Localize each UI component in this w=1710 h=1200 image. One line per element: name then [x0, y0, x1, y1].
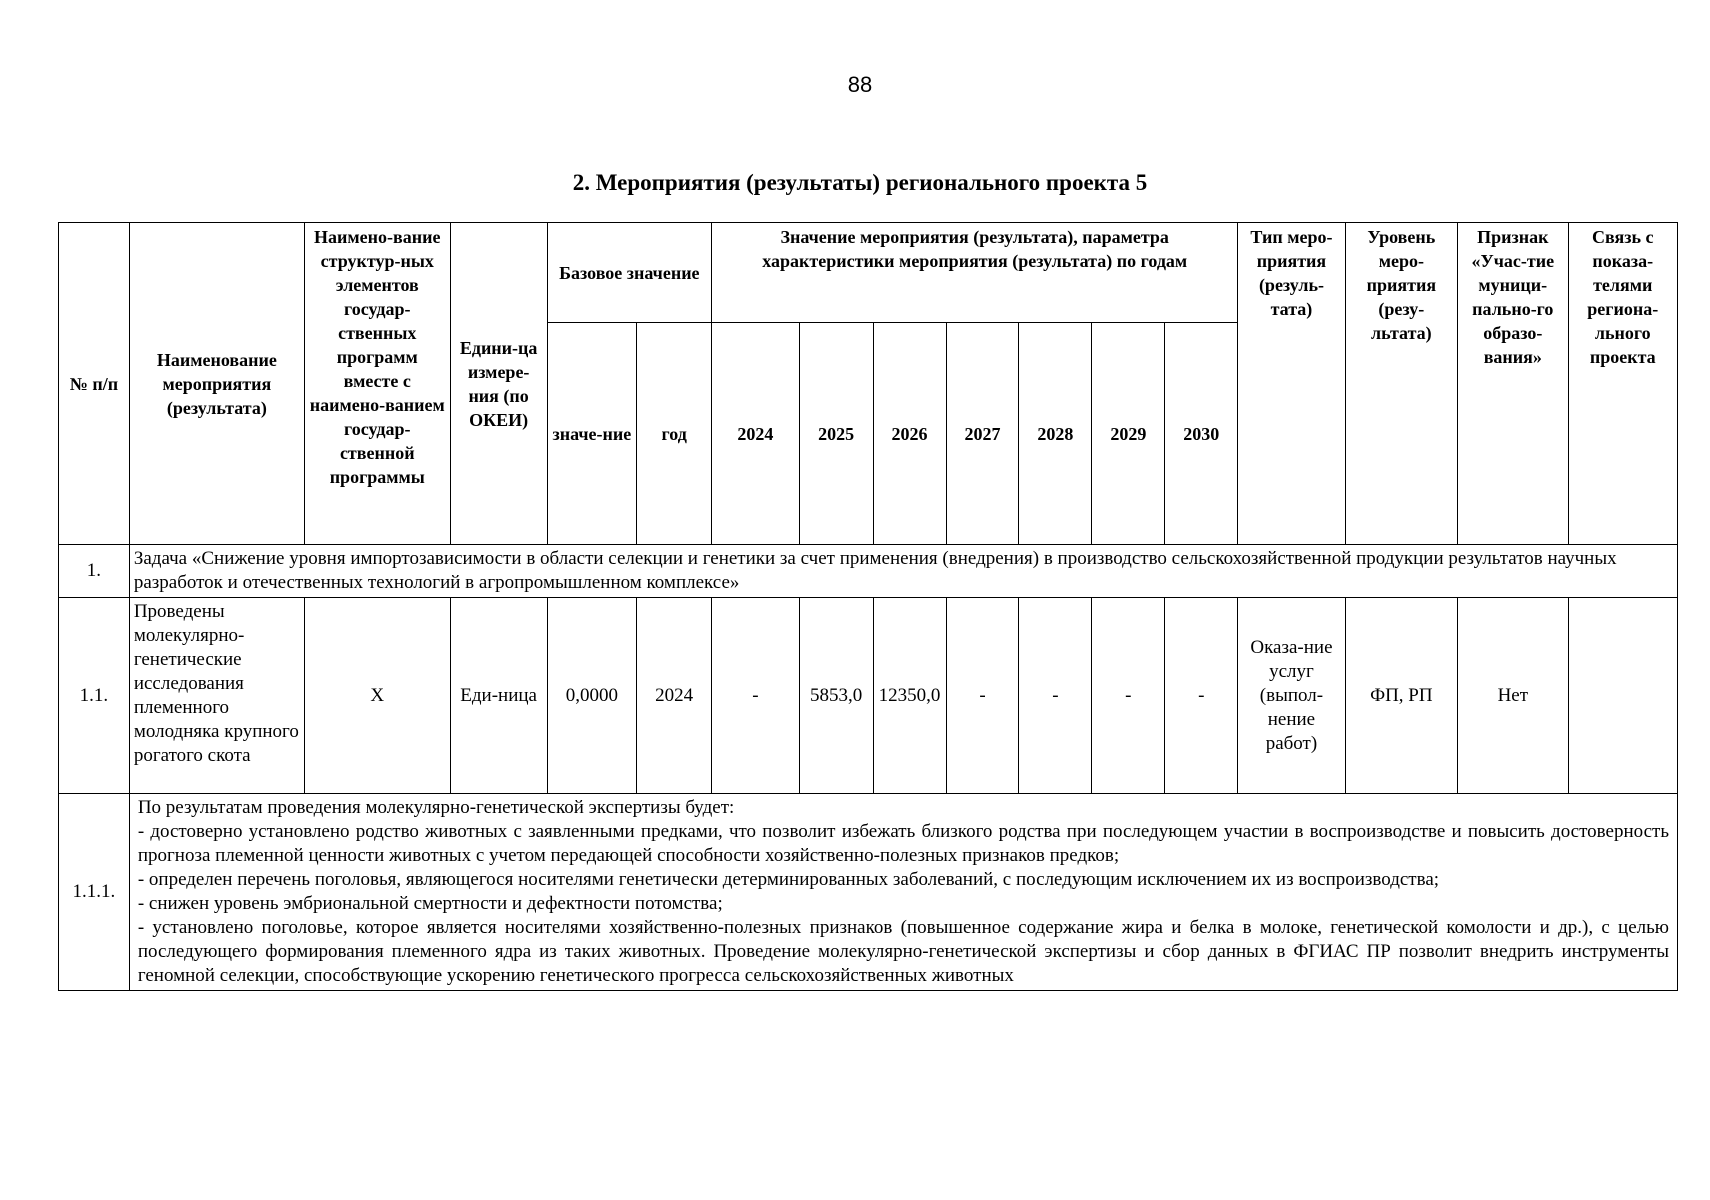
- activity-unit: Еди-ница: [450, 598, 547, 794]
- activity-year-value: -: [1092, 598, 1165, 794]
- header-year: 2024: [712, 323, 800, 545]
- activity-level: ФП, РП: [1345, 598, 1458, 794]
- header-level: Уровень меро-приятия (резу-льтата): [1345, 223, 1458, 545]
- header-link: Связь с показа-телями региона-льного проекта: [1568, 223, 1677, 545]
- header-year: 2025: [799, 323, 873, 545]
- activity-name: Проведены молекулярно-генетические исследования племенного молодняка крупного рогатого скота: [129, 598, 304, 794]
- task-row: [59, 545, 1678, 598]
- task-text: Задача «Снижение уровня импортозависимости в области селекции и генетики за счет применения (внедрения) в производство сельскохозяйственной продукции результатов научных разработок и отечественных технологий в агропромышленном комплексе»: [129, 545, 1677, 598]
- header-name: Наименование мероприятия (результата): [129, 223, 304, 545]
- header-year: 2026: [873, 323, 946, 545]
- header-num: № п/п: [59, 223, 130, 545]
- activity-year-value: -: [1165, 598, 1238, 794]
- description-row: [59, 794, 1678, 991]
- header-year: 2027: [946, 323, 1019, 545]
- description-line: - достоверно установлено родство животных с заявленными предками, что позволит избежать близкого родства при последующем участии в воспроизводстве и повысить достоверность прогноза племенной ценности животных с учетом передающей способности хозяйственно-полезных признаков предков;: [137, 821, 1669, 866]
- activity-municipal: Нет: [1458, 598, 1568, 794]
- activity-year-value: -: [946, 598, 1019, 794]
- activity-base-value: 0,0000: [547, 598, 637, 794]
- description-line: - определен перечень поголовья, являющегося носителями генетически детерминированных заболеваний, с последующим исключением их из воспроизводства;: [137, 869, 1440, 890]
- header-base: Базовое значение: [547, 223, 712, 323]
- description-num: 1.1.1.: [59, 794, 130, 991]
- header-base-value: значе-ние: [547, 323, 637, 545]
- activity-year-value: 12350,0: [873, 598, 946, 794]
- description-text: [129, 794, 1677, 991]
- header-year: 2029: [1092, 323, 1165, 545]
- activities-table: [58, 222, 1678, 991]
- task-num: 1.: [59, 545, 130, 598]
- header-struct: Наимено-вание структур-ных элементов государ-ственных программ вместе с наимено-ванием государ-ственной программы: [304, 223, 450, 545]
- activity-base-year: 2024: [637, 598, 712, 794]
- section-title: 2. Мероприятия (результаты) регионального проекта 5: [572, 170, 1148, 195]
- description-line: - снижен уровень эмбриональной смертности и дефектности потомства;: [137, 893, 723, 914]
- activity-year-value: -: [1019, 598, 1092, 794]
- activity-link: [1568, 598, 1677, 794]
- description-line: По результатам проведения молекулярно-генетической экспертизы будет:: [137, 797, 735, 818]
- activity-year-value: -: [712, 598, 800, 794]
- header-year: 2030: [1165, 323, 1238, 545]
- header-base-year: год: [637, 323, 712, 545]
- activity-row: [59, 598, 1678, 794]
- activity-type: Оказа-ние услуг (выпол-нение работ): [1238, 598, 1345, 794]
- header-unit: Едини-ца измере-ния (по ОКЕИ): [450, 223, 547, 545]
- header-row-1: [59, 223, 1678, 323]
- page-number: 88: [847, 72, 873, 97]
- header-year: 2028: [1019, 323, 1092, 545]
- description-line: - установлено поголовье, которое является носителями хозяйственно-полезных признаков (повышенное содержание жира и белка в молоке, генетической комолости и др.), с целью последующего формирования племенного ядра из таких животных. Проведение молекулярно-генетической экспертизы и сбор данных в ФГИАС ПР позволит внедрить инструменты геномной селекции, способствующие ускорению генетического прогресса сельскохозяйственных животных: [137, 917, 1669, 986]
- activity-num: 1.1.: [59, 598, 130, 794]
- header-municipal: Признак «Учас-тие муници-пально-го образо-вания»: [1458, 223, 1568, 545]
- header-type: Тип меро-приятия (резуль-тата): [1238, 223, 1345, 545]
- header-values-by-year: Значение мероприятия (результата), параметра характеристики мероприятия (результата) по годам: [712, 223, 1238, 323]
- activity-struct: Х: [304, 598, 450, 794]
- activity-year-value: 5853,0: [799, 598, 873, 794]
